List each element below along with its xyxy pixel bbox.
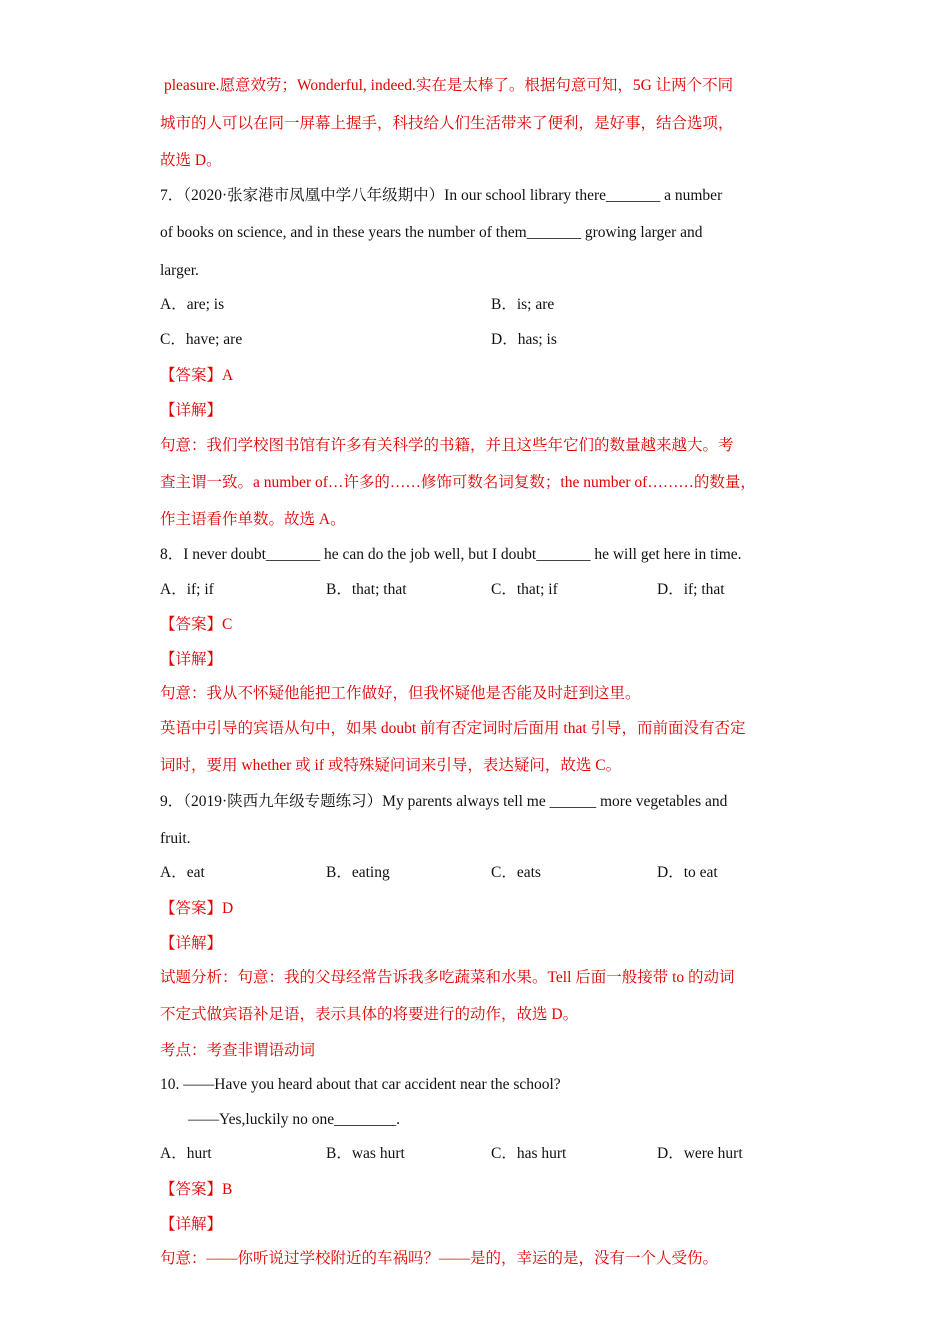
- explanation-line: 句意：——你听说过学校附近的车祸吗？——是的，幸运的是，没有一个人受伤。: [160, 1250, 719, 1267]
- option-d: D．if; that: [657, 581, 725, 598]
- answer-label: 【答案】A: [160, 367, 234, 384]
- detail-label: 【详解】: [160, 402, 223, 419]
- explanation-line: 试题分析：句意：我的父母经常告诉我多吃蔬菜和水果。Tell 后面一般接带 to 的动词: [160, 969, 735, 986]
- answer-label: 【答案】C: [160, 616, 233, 633]
- explanation-line: 句意：我从不怀疑他能把工作做好，但我怀疑他是否能及时赶到这里。: [160, 685, 641, 702]
- question-9-text: fruit.: [160, 830, 191, 847]
- option-d: D．to eat: [657, 864, 718, 881]
- explanation-line: 不定式做宾语补足语，表示具体的将要进行的动作，故选 D。: [160, 1006, 579, 1023]
- option-b: B．that; that: [326, 581, 407, 598]
- question-9-text: 9．（2019·陕西九年级专题练习）My parents always tell me ______ more vegetables and: [160, 793, 728, 810]
- explanation-line: 故选 D。: [160, 152, 222, 169]
- detail-label: 【详解】: [160, 1216, 223, 1233]
- option-b: B．was hurt: [326, 1145, 405, 1162]
- explanation-line: 词时，要用 whether 或 if 或特殊疑问词来引导，表达疑问，故选 C。: [160, 757, 622, 774]
- question-10-text: ——Yes,luckily no one________.: [188, 1111, 400, 1128]
- question-8-text: 8．I never doubt_______ he can do the job well, but I doubt_______ he will get here in time.: [160, 546, 742, 563]
- detail-label: 【详解】: [160, 935, 223, 952]
- option-a: A．if; if: [160, 581, 214, 598]
- option-c: C．has hurt: [491, 1145, 567, 1162]
- option-b: B．eating: [326, 864, 390, 881]
- explanation-line: 查主谓一致。a number of…许多的……修饰可数名词复数；the number of………的数量，: [160, 474, 756, 491]
- explanation-line: 英语中引导的宾语从句中，如果 doubt 前有否定词时后面用 that 引导，而前面没有否定: [160, 720, 746, 737]
- answer-label: 【答案】B: [160, 1181, 233, 1198]
- option-a: A．eat: [160, 864, 205, 881]
- explanation-line: 作主语看作单数。故选 A。: [160, 511, 346, 528]
- question-7-text: 7．（2020·张家港市凤凰中学八年级期中）In our school library there_______ a number: [160, 187, 723, 204]
- option-d: D．were hurt: [657, 1145, 743, 1162]
- explanation-line: 句意：我们学校图书馆有许多有关科学的书籍，并且这些年它们的数量越来越大。考: [160, 437, 734, 454]
- option-c: C．have; are: [160, 331, 243, 348]
- option-c: C．that; if: [491, 581, 558, 598]
- detail-label: 【详解】: [160, 651, 223, 668]
- question-7-text: larger.: [160, 262, 199, 279]
- explanation-line: 城市的人可以在同一屏幕上握手，科技给人们生活带来了便利，是好事，结合选项，: [160, 115, 734, 132]
- explanation-line: pleasure.愿意效劳；Wonderful, indeed.实在是太棒了。根据句意可知，5G 让两个不同: [164, 77, 734, 94]
- option-a: A．hurt: [160, 1145, 212, 1162]
- answer-label: 【答案】D: [160, 900, 234, 917]
- question-10-text: 10. ——Have you heard about that car accident near the school?: [160, 1076, 561, 1093]
- question-7-text: of books on science, and in these years the number of them_______ growing larger and: [160, 224, 703, 241]
- option-d: D．has; is: [491, 331, 557, 348]
- option-b: B．is; are: [491, 296, 555, 313]
- option-c: C．eats: [491, 864, 541, 881]
- explanation-line: 考点：考查非谓语动词: [160, 1042, 316, 1059]
- option-a: A．are; is: [160, 296, 225, 313]
